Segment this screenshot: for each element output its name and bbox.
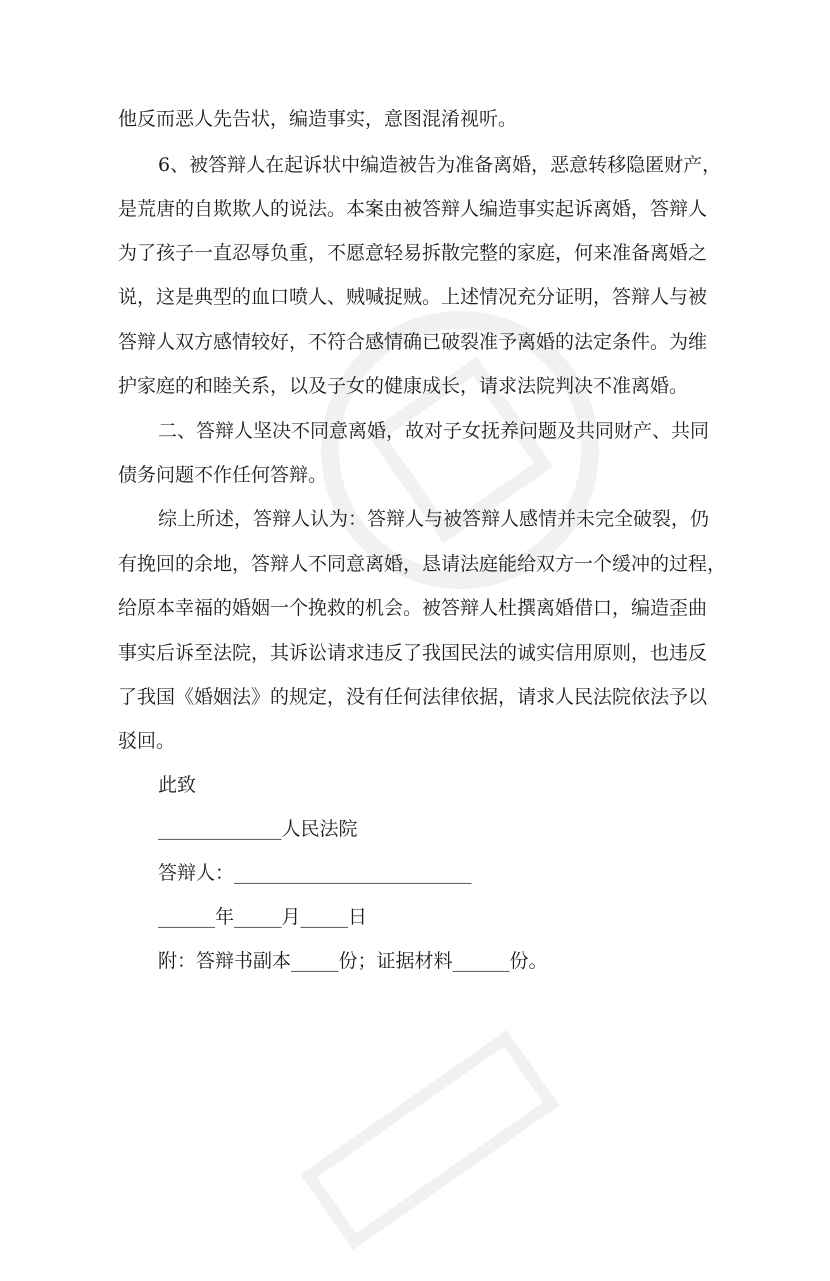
paragraph-line: 护家庭的和睦关系，以及子女的健康成长，请求法院判决不准离婚。 — [118, 375, 689, 397]
paragraph-line: 驳回。 — [118, 730, 176, 752]
paragraph-line: 债务问题不作任何答辩。 — [118, 464, 328, 486]
paragraph-line: 6、被答辩人在起诉状中编造被告为准备离婚，恶意转移隐匿财产， — [158, 154, 722, 176]
paragraph-line: 说，这是典型的血口喷人、贼喊捉贼。上述情况充分证明，答辩人与被 — [118, 286, 708, 308]
watermark-logo-bottom — [265, 999, 596, 1281]
paragraph-line: 有挽回的余地，答辩人不同意离婚，恳请法庭能给双方一个缓冲的过程， — [118, 553, 727, 575]
court-name-field: _____________人民法院 — [158, 818, 358, 840]
paragraph-line: 为了孩子一直忍辱负重，不愿意轻易拆散完整的家庭，何来准备离婚之 — [118, 242, 708, 264]
salutation: 此致 — [158, 774, 197, 796]
paragraph-line: 综上所述，答辩人认为：答辩人与被答辩人感情并未完全破裂，仍 — [158, 508, 710, 530]
paragraph-line: 是荒唐的自欺欺人的说法。本案由被答辩人编造事实起诉离婚，答辩人 — [118, 198, 708, 220]
paragraph-line: 给原本幸福的婚姻一个挽救的机会。被答辩人杜撰离婚借口，编造歪曲 — [118, 597, 708, 619]
paragraph-line: 答辩人双方感情较好，不符合感情确已破裂准予离婚的法定条件。为维 — [118, 331, 708, 353]
paragraph-line: 他反而恶人先告状，编造事实，意图混淆视听。 — [118, 108, 518, 130]
attachment-note: 附：答辩书副本_____份；证据材料______份。 — [158, 950, 548, 972]
paragraph-line: 了我国《婚姻法》的规定，没有任何法律依据，请求人民法院依法予以 — [118, 686, 708, 708]
respondent-signature-field: 答辩人：_________________________ — [158, 862, 472, 884]
paragraph-line: 二、答辩人坚决不同意离婚，故对子女抚养问题及共同财产、共同 — [158, 420, 710, 442]
date-field: ______年_____月_____日 — [158, 906, 368, 928]
paragraph-line: 事实后诉至法院，其诉讼请求违反了我国民法的诚实信用原则，也违反 — [118, 642, 708, 664]
